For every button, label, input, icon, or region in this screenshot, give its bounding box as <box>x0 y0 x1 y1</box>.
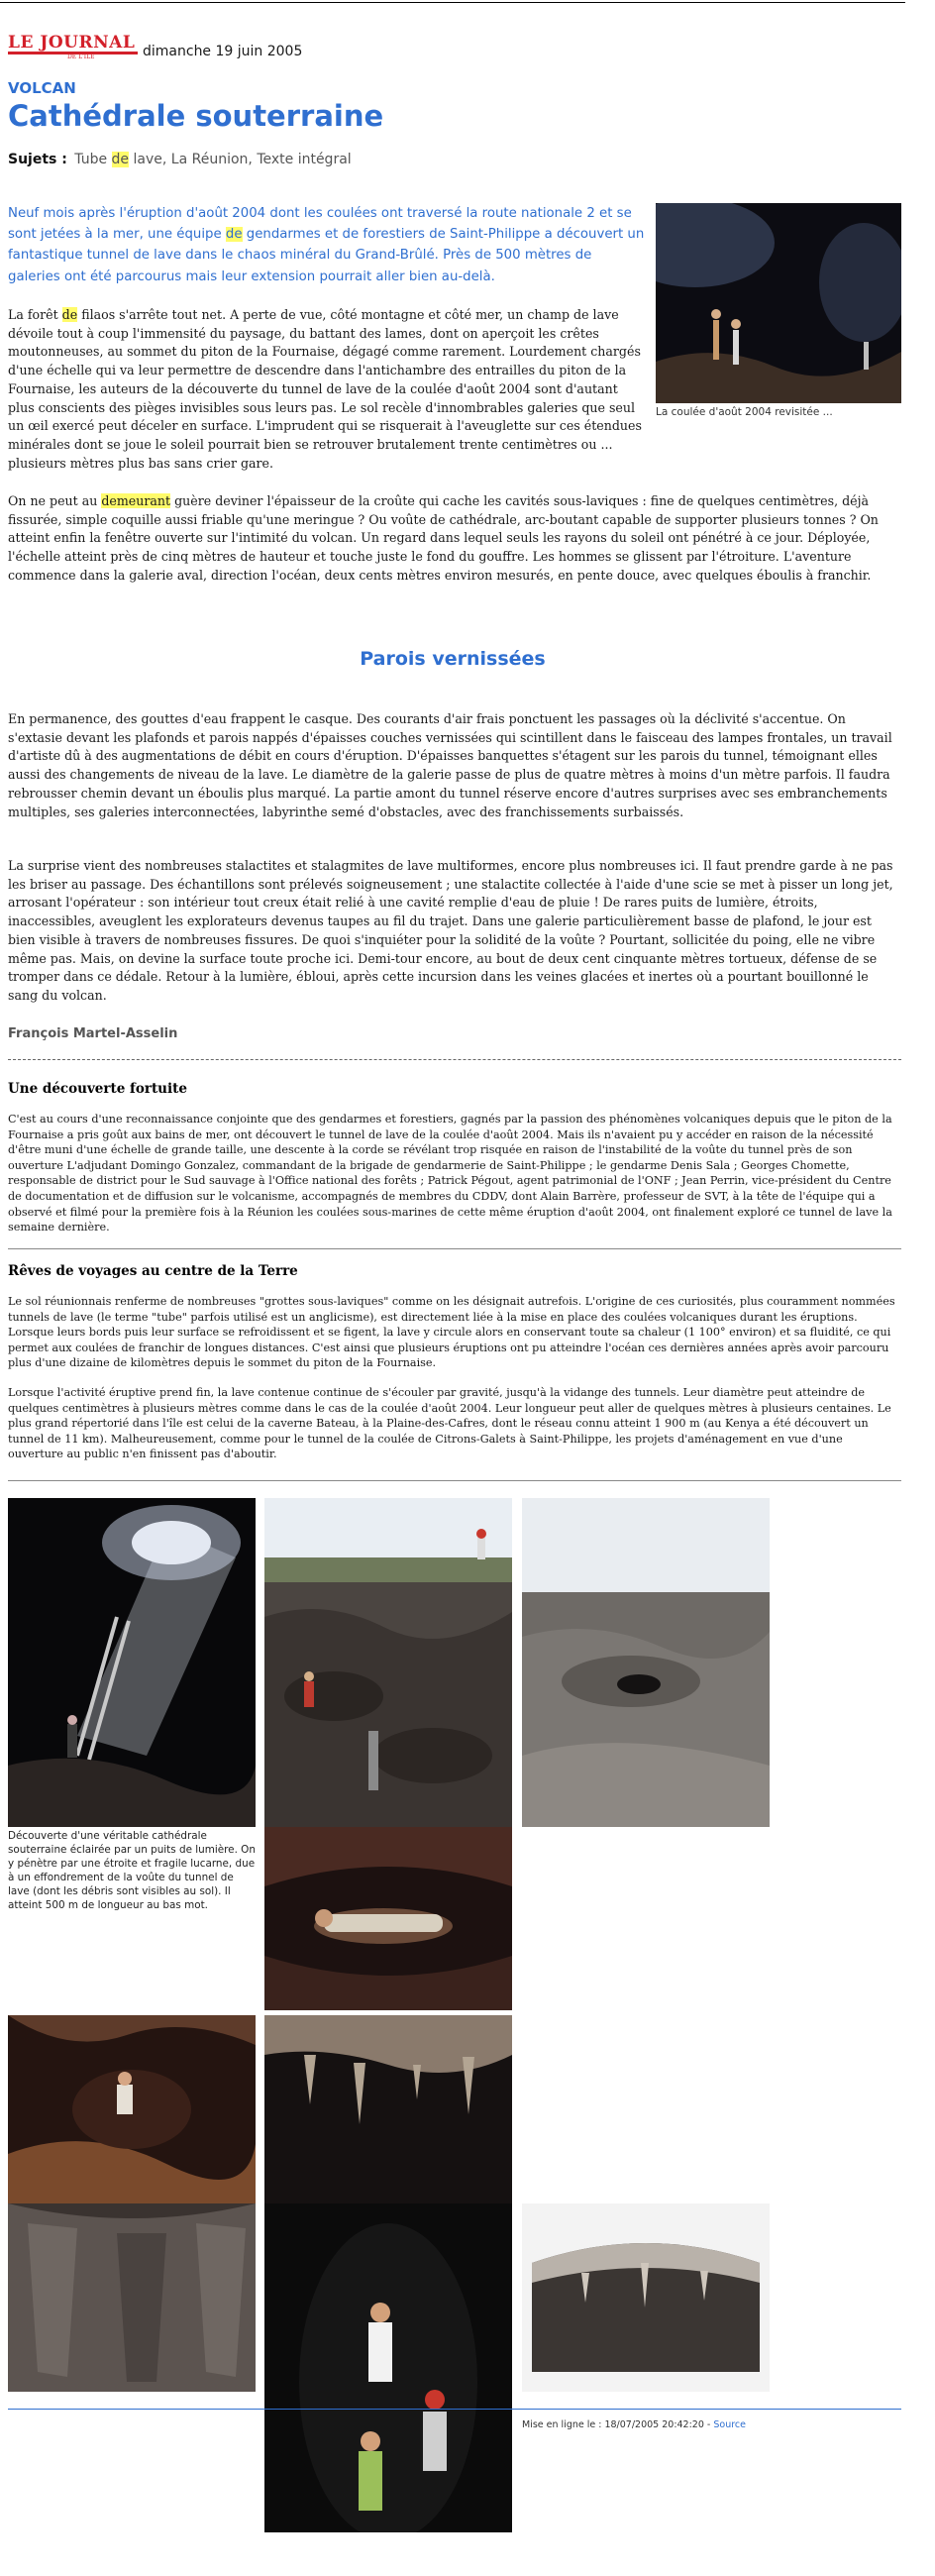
article-paragraph-1: La forêt de filaos s'arrête tout net. A perte de vue, côté montagne et côté mer, un champ de lave dévoile tout à coup l'immensité du paysage, du battant des lames, dont on aperçoit les crêtes moutonneuses, au sommet du piton de la Fournaise, dégagé comme rarement. Lourdement chargés d'une échelle qui va leur permettre de descendre dans l'antichambre des entrailles du piton de la Fournaise, les auteurs de la découverte du tunnel de lave de la coulée d'août 2004 sont d'autant plus conscients des pièges invisibles sous leurs pas. Le sol recèle d'innombrables galeries que seul un œil exercé peut déceler en surface. L'imprudent qui se risquerait à l'aveuglette sur ces étendues minérales dont se joue le soleil pourrait bien se retrouver brutalement trente centimètres ou ... plusieurs mètres plus bas sans crier gare. <box>8 307 642 471</box>
box-separator <box>8 1248 901 1249</box>
article-kicker: VOLCAN <box>8 79 76 97</box>
posted-date: Mise en ligne le : 18/07/2005 20:42:20 - <box>522 2419 711 2430</box>
source-link[interactable]: Source <box>713 2419 747 2430</box>
separator-dotted <box>8 1059 901 1060</box>
subject-link-0[interactable]: Tube de lave <box>74 152 162 167</box>
subject-link-2[interactable]: Texte intégral <box>257 152 352 167</box>
article-paragraph-4: La surprise vient des nombreuses stalactites et stalagmites de lave multiformes, encore plus nombreuses ici. Il faut prendre garde à ne pas les briser au passage. Des échantillons sont prélevés soigneusement ; une stalactite collectée à l'aide d'une scie se met à pisser un long jet, arrosant l'opérateur : son intérieur tout creux était relié à une cavité remplie d'eau de pluie ! De rares puits de lumière, étroits, inaccessibles, aveuglent les explorateurs devenus taupes au fil du trajet. Dans une galerie particulièrement basse de plafond, le jour est bien visible à travers de nombreuses fissures. De quoi s'inquiéter pour la solidité de la voûte ? Pourtant, sollicitée du poing, elle ne vibre même pas. Mais, on devine la surface toute proche ici. Demi-tour encore, au bout de deux cent cinquante mètres tortueux, défense de se tromper dans ce dédale. Retour à la lumière, ébloui, après cette incursion dans les veines glacées et inertes où a pourtant bouillonné le sang du volcan. <box>8 858 893 1003</box>
box1-text: C'est au cours d'une reconnaissance conjointe que des gendarmes et forestiers, gagnés par la passion des phénomènes volcaniques depuis que le piton de la Fournaise a pris goût aux bains de mer, ont découvert le tunnel de lave de la coulée d'août 2004. Mais ils n'avaient pu y accéder en raison de la nécessité d'être muni d'une échelle de grande taille, une descente à la corde se révélant trop risquée en raison de l'instabilité de la voûte du tunnel près de son ouverture L'adjudant Domingo Gonzalez, commandant de la brigade de gendarmerie de Saint-Philippe ; le gendarme Denis Sala ; Georges Chomette, responsable de district pour le Sud sauvage à l'Office national des forêts ; Patrick Pégout, agent patrimonial de l'ONF ; Jean Perrin, vice-président du Centre de documentation et de diffusion sur le volcanisme, accompagnés de membres du CDDV, dont Alain Barrère, professeur de SVT, à la tête de l'équipe qui a observé et filmé pour la première fois à la Réunion les coulées sous-marines de cette même éruption d'août 2004, ont finalement exploré ce tunnel de lave la semaine dernière. <box>8 1113 892 1234</box>
footer-meta <box>522 2419 746 2430</box>
logo-title: LE JOURNAL <box>8 34 138 54</box>
footer-rule <box>8 2409 901 2410</box>
gallery-photo-1[interactable] <box>8 1498 256 1827</box>
gallery-photo-6[interactable] <box>264 2015 512 2203</box>
article-paragraph-2: On ne peut au demeurant guère deviner l'épaisseur de la croûte qui cache les cavités sous-laviques : fine de quelques centimètres, déjà fissurée, simple coquille aussi friable qu'une meringue ? Ou voûte de cathédrale, arc-boutant capable de supporter plusieurs tonnes ? On atteint enfin la fenêtre ouverte sur l'intimité du volcan. Un regard dans lequel seuls les rayons du soleil ont pénétré à ce jour. Déployée, l'échelle atteint près de cinq mètres de hauteur et touche juste le fond du gouffre. Les hommes se glissent par l'étroiture. L'aventure commence dans la galerie aval, direction l'océan, deux cents mètres environ mesurés, en pente douce, avec quelques éboulis à franchir. <box>8 493 879 583</box>
lead-photo[interactable] <box>656 203 901 403</box>
gallery-photo-7[interactable] <box>8 2203 256 2392</box>
article-author: François Martel-Asselin <box>8 1026 178 1041</box>
gallery-photo-8[interactable] <box>264 2203 512 2532</box>
gallery-separator <box>8 1480 901 1481</box>
gallery-caption: Découverte d'une véritable cathédrale souterraine éclairée par un puits de lumière. On y pénètre par une étroite et fragile lucarne, due à un effondrement de la voûte du tunnel de lave (dont les débris sont visibles au sol). Il atteint 500 m de longueur au bas mot. <box>8 1830 256 1911</box>
gallery-photo-4[interactable] <box>264 1827 512 2010</box>
gallery-photo-5[interactable] <box>8 2015 256 2203</box>
logo-subtitle: DE L'ILE <box>67 54 95 60</box>
logo[interactable] <box>8 34 138 60</box>
publication-date: dimanche 19 juin 2005 <box>143 44 303 59</box>
box2-text-2: Lorsque l'activité éruptive prend fin, la lave contenue continue de s'écouler par gravité, jusqu'à la vidange des tunnels. Leur diamètre peut atteindre de quelques centimètres à plusieurs mètres comme dans le cas de la coulée d'août 2004. Leur longueur peut aller de quelques mètres à plusieurs centaines. Le plus grand répertorié dans l'île est celui de la caverne Bateau, à la Plaine-des-Cafres, dont le réseau connu atteint 1 900 m (au Kenya a été découvert un tunnel de 11 km). Malheureusement, comme pour le tunnel de la coulée de Citrons-Galets à Saint-Philippe, les projets d'aménagement en vue d'une ouverture au public n'en finissent pas d'aboutir. <box>8 1386 891 1461</box>
gallery-photo-2[interactable] <box>264 1498 512 1827</box>
box2-heading: Rêves de voyages au centre de la Terre <box>8 1263 298 1279</box>
article-lead: Neuf mois après l'éruption d'août 2004 dont les coulées ont traversé la route nationale 2 et se sont jetées à la mer, une équipe de gendarmes et de forestiers de Saint-Philippe a découvert un fantastique tunnel de lave dans le chaos minéral du Grand-Brûlé. Près de 500 mètres de galeries ont été parcourus mais leur extension pourrait aller bien au-delà. <box>8 206 645 284</box>
box2-text-1: Le sol réunionnais renferme de nombreuses "grottes sous-laviques" comme on les désignait autrefois. L'origine de ces curiosités, plus couramment nommées tunnels de lave (le terme "tube" parfois utilisé est un anglicisme), est directement liée à la mise en place des coulées volcaniques durant les éruptions. Lorsque leurs bords puis leur surface se refroidissent et se figent, la lave y circule alors en conservant toute sa chaleur (1 100° environ) et sa fluidité, ce qui permet aux coulées de franchir de longues distances. C'est ainsi que plusieurs éruptions ont pu atteindre l'océan ces dernières années après avoir parcouru plus d'une dizaine de kilomètres depuis le sommet du piton de la Fournaise. <box>8 1295 895 1370</box>
gallery-photo-9[interactable] <box>522 2203 770 2392</box>
gallery-photo-3[interactable] <box>522 1498 770 1827</box>
subject-link-1[interactable]: La Réunion <box>170 152 249 167</box>
lead-photo-caption: La coulée d'août 2004 revisitée ... <box>656 406 833 418</box>
subjects-line: Sujets : Tube de lave, La Réunion, Texte intégral <box>8 152 352 167</box>
subjects-label: Sujets : <box>8 152 67 167</box>
article-title: Cathédrale souterraine <box>8 99 384 133</box>
top-rule <box>0 2 905 3</box>
article-paragraph-3: En permanence, des gouttes d'eau frappent le casque. Des courants d'air frais ponctuent les passages où la déclivité s'accentue. On s'extasie devant les plafonds et parois nappés d'épaisses couches vernissées qui scintillent dans le faisceau des lampes frontales, un travail d'artiste dû à des augmentations de débit en cours d'éruption. D'épaisses banquettes s'étagent sur les parois du tunnel, témoignant elles aussi des changements de niveau de la lave. Le diamètre de la galerie passe de plus de quatre mètres à moins d'un mètre parfois. Il faudra rebrousser chemin devant un éboulis plus marqué. La partie amont du tunnel réserve encore d'autres surprises avec ses embranchements multiples, ses galeries interconnectées, labyrinthe semé d'obstacles, avec des franchissements surbaissés. <box>8 711 892 819</box>
section-subheading: Parois vernissées <box>360 648 546 670</box>
box1-heading: Une découverte fortuite <box>8 1081 187 1097</box>
